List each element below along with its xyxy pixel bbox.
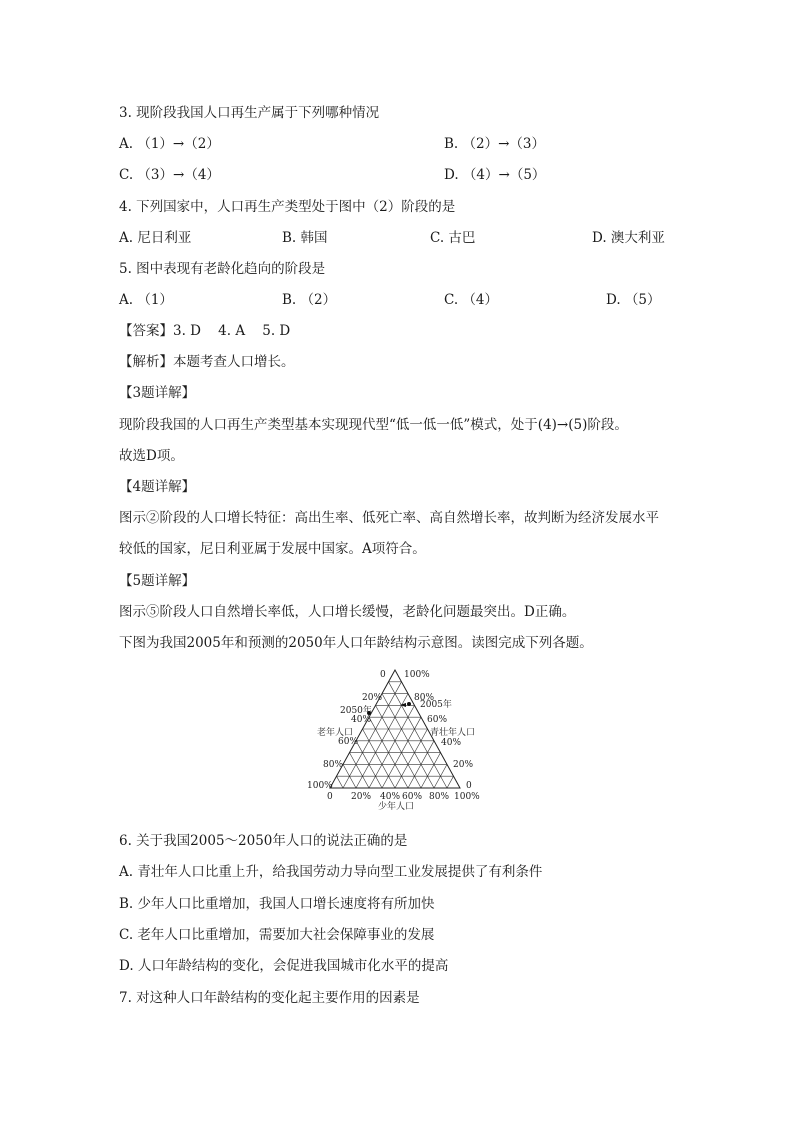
left-tick-0: 0 xyxy=(380,670,386,680)
q6-option-c: C. 老年人口比重增加，需要加大社会保障事业的发展 xyxy=(119,927,435,943)
q7-stem: 7. 对这种人口年龄结构的变化起主要作用的因素是 xyxy=(119,990,420,1006)
q6-stem: 6. 关于我国2005～2050年人口的说法正确的是 xyxy=(119,833,408,849)
q3-option-c: C. （3）→（4） xyxy=(119,167,220,183)
q3-option-b: B. （2）→（3） xyxy=(444,136,545,152)
intro-text-6-7: 下图为我国2005年和预测的2050年人口年龄结构示意图。读图完成下列各题。 xyxy=(119,635,593,651)
grid-line-left-parallel xyxy=(447,776,454,788)
right-tick-20: 20% xyxy=(453,760,474,770)
right-tick-40: 40% xyxy=(441,738,462,748)
detail4-text-2: 较低的国家，尼日利亚属于发展中国家。A项符合。 xyxy=(119,541,426,557)
bottom-tick-60: 60% xyxy=(402,792,423,802)
age-structure-ternary-diagram xyxy=(300,662,500,814)
bottom-tick-80: 80% xyxy=(429,792,450,802)
right-tick-80: 80% xyxy=(414,693,435,703)
left-tick-40: 40% xyxy=(351,715,372,725)
grid-line-right-parallel xyxy=(376,705,422,788)
q4-option-a: A. 尼日利亚 xyxy=(119,230,192,246)
q4-option-b: B. 韩国 xyxy=(282,230,328,246)
left-tick-100: 100% xyxy=(307,781,333,791)
detail3-text-2: 故选D项。 xyxy=(119,448,184,464)
right-tick-60: 60% xyxy=(427,715,448,725)
q4-stem: 4. 下列国家中，人口再生产类型处于图中（2）阶段的是 xyxy=(119,199,456,215)
right-tick-100: 100% xyxy=(404,670,430,680)
year-2050-label: 2050年 xyxy=(340,706,372,716)
q4-option-d: D. 澳大利亚 xyxy=(592,230,665,246)
left-tick-20: 20% xyxy=(362,693,383,703)
bottom-tick-0: 0 xyxy=(327,792,333,802)
left-tick-80: 80% xyxy=(323,760,344,770)
q4-option-c: C. 古巴 xyxy=(430,230,476,246)
detail5-heading: 【5题详解】 xyxy=(119,573,196,589)
answer-line: 【答案】3. D 4. A 5. D xyxy=(119,323,291,339)
detail3-text-1: 现阶段我国的人口再生产类型基本实现现代型“低一低一低”模式，处于(4)→(5)阶段。 xyxy=(119,417,628,433)
q5-option-d: D. （5） xyxy=(606,292,661,308)
grid-line-left-parallel xyxy=(369,705,415,788)
grid-line-left-parallel xyxy=(395,729,428,788)
detail4-heading: 【4题详解】 xyxy=(119,479,196,495)
grid-line-right-parallel xyxy=(337,776,344,788)
detail4-text-1: 图示②阶段的人口增长特征：高出生率、低死亡率、高自然增长率，故判断为经济发展水平 xyxy=(119,510,659,526)
q5-option-b: B. （2） xyxy=(282,292,337,308)
q3-option-a: A. （1）→（2） xyxy=(119,136,220,152)
bottom-axis-label: 少年人口 xyxy=(378,802,415,812)
bottom-tick-40: 40% xyxy=(380,792,401,802)
left-tick-60: 60% xyxy=(338,737,359,747)
right-axis-label: 青壮年人口 xyxy=(430,728,476,738)
q3-option-d: D. （4）→（5） xyxy=(444,167,546,183)
q6-option-a: A. 青壮年人口比重上升，给我国劳动力导向型工业发展提供了有利条件 xyxy=(119,864,543,880)
q3-stem: 3. 现阶段我国人口再生产属于下列哪种情况 xyxy=(119,105,380,121)
detail3-heading: 【3题详解】 xyxy=(119,385,196,401)
analysis-heading: 【解析】本题考查人口增长。 xyxy=(119,354,295,370)
year-2005-label: 2005年 xyxy=(420,700,452,710)
detail5-text-1: 图示⑤阶段人口自然增长率低，人口增长缓慢，老龄化问题最突出。D正确。 xyxy=(119,604,576,620)
point-2005 xyxy=(407,702,411,706)
q6-option-b: B. 少年人口比重增加，我国人口增长速度将有所加快 xyxy=(119,896,435,912)
q6-option-d: D. 人口年龄结构的变化，会促进我国城市化水平的提高 xyxy=(119,958,449,974)
grid-line-right-parallel xyxy=(363,729,396,788)
q5-option-a: A. （1） xyxy=(119,292,173,308)
bottom-tick-100: 100% xyxy=(454,792,480,802)
q5-stem: 5. 图中表现有老龄化趋向的阶段是 xyxy=(119,261,326,277)
right-tick-0: 0 xyxy=(466,781,472,791)
bottom-tick-20: 20% xyxy=(351,792,372,802)
q5-option-c: C. （4） xyxy=(444,292,499,308)
left-axis-label: 老年人口 xyxy=(317,728,354,738)
